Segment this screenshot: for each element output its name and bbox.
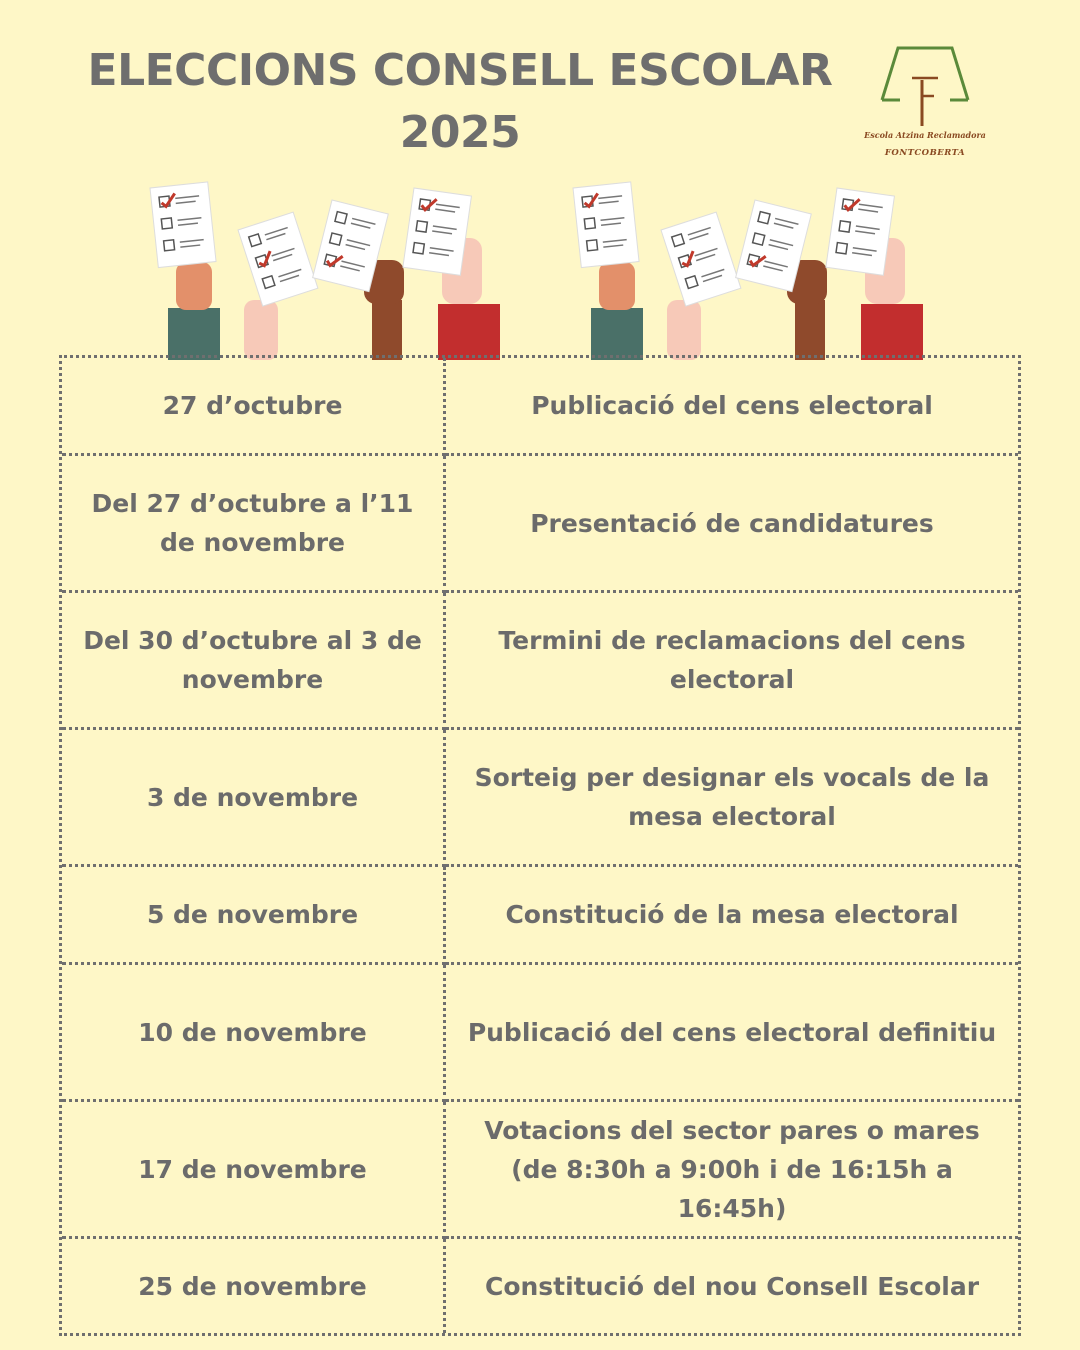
page-title: [60, 40, 860, 164]
schedule-date: 3 de novembre: [62, 730, 446, 867]
schedule-date: Del 30 d’octubre al 3 de novembre: [62, 593, 446, 730]
school-logo: [860, 38, 990, 168]
schedule-date: 17 de novembre: [62, 1102, 446, 1239]
logo-school-place: FONTCOBERTA: [884, 148, 966, 158]
schedule-event: Votacions del sector pares o mares (de 8:30h a 9:00h i de 16:15h a 16:45h): [446, 1102, 1018, 1239]
hands-group-left: [150, 182, 500, 360]
schedule-date: 27 d’octubre: [62, 358, 446, 456]
schedule-event: Publicació del cens electoral definitiu: [446, 965, 1018, 1102]
schedule-event: Constitució del nou Consell Escolar: [484, 1271, 980, 1301]
schedule-date: 25 de novembre: [62, 1239, 446, 1333]
title-line-2: 2025: [399, 107, 521, 158]
election-schedule-table: [59, 355, 1021, 1336]
schedule-date: 5 de novembre: [62, 867, 446, 965]
schedule-event: Presentació de candidatures: [446, 456, 1018, 593]
schedule-event: Sorteig per designar els vocals de la mesa electoral: [446, 730, 1018, 867]
schedule-event: Termini de reclamacions del cens electoral: [446, 593, 1018, 730]
schedule-date: 10 de novembre: [62, 965, 446, 1102]
schedule-event: Constitució de la mesa electoral: [446, 867, 1018, 965]
logo-school-name: Escola Atzina Reclamadora: [864, 130, 986, 140]
school-logo-icon: [860, 38, 990, 128]
raised-hands-with-ballots-icon: [0, 180, 1080, 360]
title-line-1: ELECCIONS CONSELL ESCOLAR: [87, 45, 833, 96]
schedule-date: Del 27 d’octubre a l’11 de novembre: [62, 456, 446, 593]
hands-group-right: [573, 182, 923, 360]
schedule-event: Publicació del cens electoral: [446, 358, 1018, 456]
